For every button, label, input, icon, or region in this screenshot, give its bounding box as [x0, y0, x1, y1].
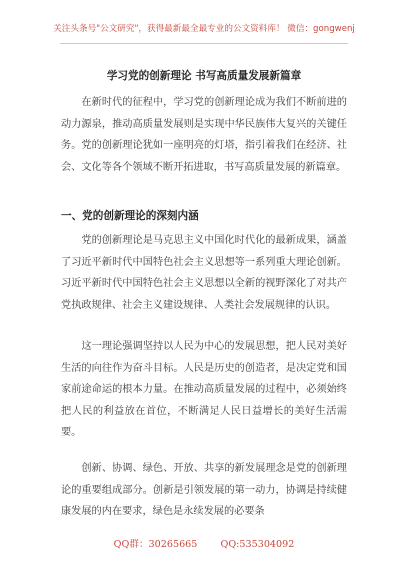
section-heading: 一、党的创新理论的深刻内涵 [61, 210, 199, 222]
footer-qq-group: QQ群：30265665 [113, 539, 198, 550]
footer-qq-number: QQ:535304092 [220, 539, 295, 550]
header-divider [60, 43, 348, 44]
paragraph-body: 这一理论强调坚持以人民为中心的发展思想，把人民对美好生活的向往作为奋斗目标。人民是历史的创造者，是决定党和国家前途命运的根本力量。在推动高质量发展的过程中，必须始终把人民的利益放在首位，不断满足人民日益增长的美好生活需要。 [61, 341, 347, 439]
footer-contact [0, 536, 408, 550]
document-title: 学习党的创新理论 书写高质量发展新篇章 [106, 70, 302, 82]
header-banner: 关注头条号"公文研究"，获得最新最全最专业的公文资料库！ 微信：gongwenj [53, 24, 355, 34]
paragraph-body: 党的创新理论是马克思主义中国化时代化的最新成果，涵盖了习近平新时代中国特色社会主义思想等一系列重大理论创新。习近平新时代中国特色社会主义思想以全新的视野深化了对共产党执政规律、社会主义建设规律、人类社会发展规律的认识。 [61, 235, 347, 311]
paragraph-intro: 在新时代的征程中，学习党的创新理论成为我们不断前进的动力源泉，推动高质量发展则是实现中华民族伟大复兴的关键任务。党的创新理论犹如一座明亮的灯塔，指引着我们在经济、社会、文化等各个领域不断开拓进取，书写高质量发展的新篇章。 [61, 97, 347, 173]
paragraph-body: 创新、协调、绿色、开放、共享的新发展理念是党的创新理论的重要组成部分。创新是引领发展的第一动力，协调是持续健康发展的内在要求，绿色是永续发展的必要条 [61, 463, 347, 518]
